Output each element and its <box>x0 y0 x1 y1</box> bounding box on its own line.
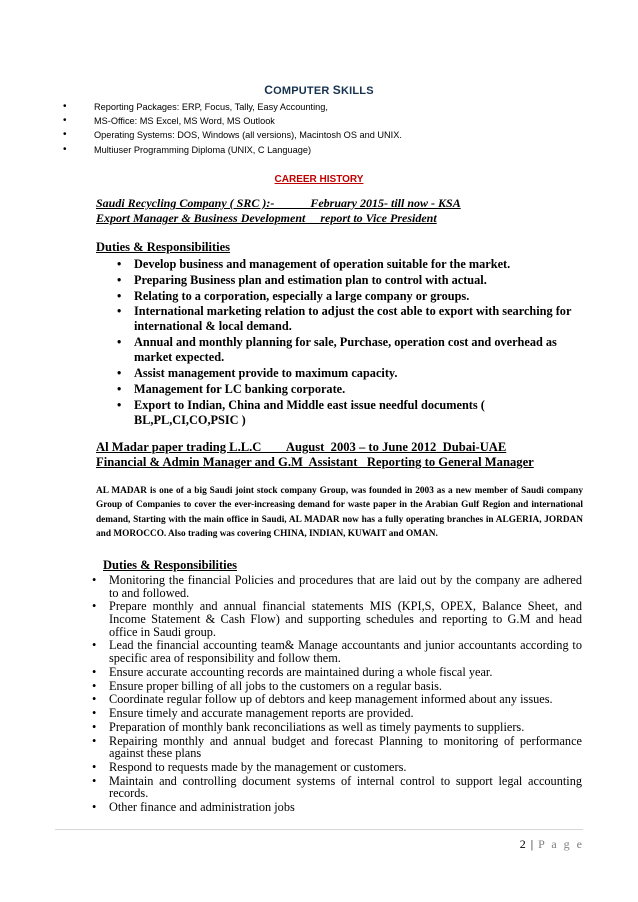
list-item: • Respond to requests made by the management or customers. <box>92 761 582 774</box>
list-item: • Prepare monthly and annual financial statements MIS (KPI,S, OPEX, Balance Sheet, and Income Statement & Cash Flow) and supporting schedules and reporting to G.M and head office in Saudi group. <box>92 600 582 638</box>
list-item: • Develop business and management of operation suitable for the market. <box>96 257 586 272</box>
list-item: • Ensure proper billing of all jobs to the customers on a regular basis. <box>92 680 582 693</box>
list-item: • Multiuser Programming Diploma (UNIX, C Language) <box>61 143 581 157</box>
footer-divider <box>55 829 583 830</box>
list-item: • Reporting Packages: ERP, Focus, Tally, Easy Accounting, <box>61 100 581 114</box>
job1-duties-title: Duties & Responsibilities <box>96 240 231 254</box>
list-item: • Relating to a corporation, especially a large company or groups. <box>96 289 586 304</box>
page-label: P a g e <box>538 837 584 851</box>
heading-initial-c: C <box>264 83 274 97</box>
job1-duties-list <box>96 257 586 428</box>
list-item: • Annual and monthly planning for sale, Purchase, operation cost and overhead as market expected. <box>96 335 586 365</box>
list-item: • Assist management provide to maximum capacity. <box>96 366 586 381</box>
list-item: • Other finance and administration jobs <box>92 801 582 814</box>
list-item: • Coordinate regular follow up of debtors and keep management informed about any issues. <box>92 693 582 706</box>
job2-position-line: Financial & Admin Manager and G.M Assistant Reporting to General Manager <box>96 455 534 469</box>
job2-duties-title: Duties & Responsibilities <box>103 558 238 572</box>
list-item: • Preparation of monthly bank reconciliations as well as timely payments to suppliers. <box>92 721 582 734</box>
list-item: • Lead the financial accounting team& Manage accountants and junior accountants according to specific area of responsibility and follow them. <box>92 639 582 664</box>
list-item: • Maintain and controlling document systems of internal control to support legal accounting records. <box>92 775 582 800</box>
computer-skills-heading <box>0 83 638 97</box>
list-item: • Ensure accurate accounting records are maintained during a whole fiscal year. <box>92 666 582 679</box>
heading-initial-s: S <box>332 83 341 97</box>
list-item: • Repairing monthly and annual budget and forecast Planning to monitoring of performance against these plans <box>92 735 582 760</box>
list-item: • Preparing Business plan and estimation plan to control with actual. <box>96 273 586 288</box>
list-item: • Ensure timely and accurate management reports are provided. <box>92 707 582 720</box>
list-item: • Operating Systems: DOS, Windows (all versions), Macintosh OS and UNIX. <box>61 128 581 142</box>
career-history-heading: CAREER HISTORY <box>274 174 364 185</box>
page-separator: | <box>526 837 539 851</box>
list-item: • Export to Indian, China and Middle east issue needful documents ( BL,PL,CI,CO,PSIC ) <box>96 398 586 428</box>
job2-company-description: AL MADAR is one of a big Saudi joint stock company Group, was founded in 2003 as a new member of Saudi company Group of Companies to cover the ever-increasing demand for waste paper in the Arabian Gulf Region and international demand, Starting with the main office in Saudi, AL MADAR now has a fully operating branches in ALGERIA, JORDAN and MOROCCO. Also trading was covering CHINA, INDIAN, KUWAIT and OMAN. <box>96 486 583 539</box>
list-item: • MS-Office: MS Excel, MS Word, MS Outlook <box>61 114 581 128</box>
job1-company-line: Saudi Recycling Company ( SRC ):- February 2015- till now - KSA <box>96 196 461 210</box>
heading-part-1: OMPUTER <box>273 85 333 97</box>
list-item: • Management for LC banking corporate. <box>96 382 586 397</box>
job2-company-line: Al Madar paper trading L.L.C August 2003 – to June 2012 Dubai-UAE <box>96 440 507 454</box>
page-number: 2 <box>519 837 527 851</box>
job1-position-line: Export Manager & Business Development report to Vice President <box>96 211 437 225</box>
heading-part-2: KILLS <box>340 85 374 97</box>
computer-skills-list <box>61 100 581 157</box>
page-footer <box>520 837 584 852</box>
list-item: • Monitoring the financial Policies and procedures that are laid out by the company are adhered to and followed. <box>92 574 582 599</box>
list-item: • International marketing relation to adjust the cost able to export with searching for international & local demand. <box>96 304 586 334</box>
job2-duties-list <box>92 574 582 814</box>
